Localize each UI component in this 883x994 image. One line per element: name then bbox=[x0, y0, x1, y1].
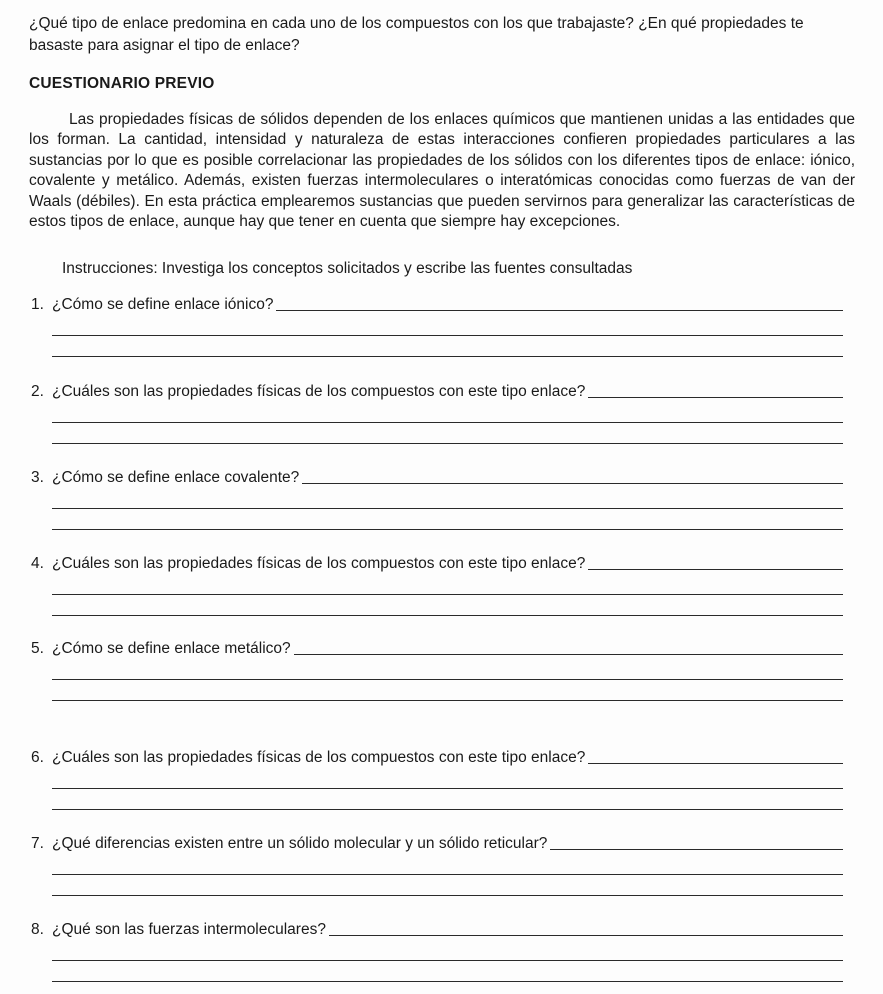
section-title: CUESTIONARIO PREVIO bbox=[29, 75, 215, 92]
question-number: 2. bbox=[31, 383, 44, 400]
answer-line[interactable] bbox=[52, 895, 843, 896]
answer-line[interactable] bbox=[294, 653, 843, 655]
answer-line[interactable] bbox=[329, 934, 843, 936]
question-text: ¿Cómo se define enlace metálico? bbox=[52, 640, 291, 657]
question-number: 7. bbox=[31, 835, 44, 852]
question-text: ¿Cuáles son las propiedades físicas de los compuestos con este tipo enlace? bbox=[52, 749, 586, 766]
question-text: ¿Cómo se define enlace covalente? bbox=[52, 469, 300, 486]
question-text: ¿Cuáles son las propiedades físicas de los compuestos con este tipo enlace? bbox=[52, 383, 586, 400]
answer-line[interactable] bbox=[302, 482, 843, 484]
answer-line[interactable] bbox=[52, 788, 843, 789]
answer-line[interactable] bbox=[276, 309, 843, 311]
intro-question: ¿Qué tipo de enlace predomina en cada uno de los compuestos con los que trabajaste? ¿En qué propiedades te basaste para asignar el tipo de enlace? bbox=[29, 15, 804, 54]
instructions: Instrucciones: Investiga los conceptos solicitados y escribe las fuentes consultadas bbox=[62, 260, 633, 277]
question-number: 4. bbox=[31, 555, 44, 572]
answer-line[interactable] bbox=[550, 848, 843, 850]
answer-line[interactable] bbox=[52, 679, 843, 680]
answer-line[interactable] bbox=[588, 396, 843, 398]
question-text: ¿Qué son las fuerzas intermoleculares? bbox=[52, 921, 326, 938]
answer-line[interactable] bbox=[588, 762, 843, 764]
question-number: 8. bbox=[31, 921, 44, 938]
question-text: ¿Qué diferencias existen entre un sólido molecular y un sólido reticular? bbox=[52, 835, 548, 852]
answer-line[interactable] bbox=[52, 981, 843, 982]
answer-line[interactable] bbox=[52, 335, 843, 336]
question-number: 6. bbox=[31, 749, 44, 766]
question-text: ¿Cuáles son las propiedades físicas de los compuestos con este tipo enlace? bbox=[52, 555, 586, 572]
answer-line[interactable] bbox=[52, 443, 843, 444]
answer-line[interactable] bbox=[52, 356, 843, 357]
answer-line[interactable] bbox=[52, 700, 843, 701]
question-number: 1. bbox=[31, 296, 44, 313]
question-7 bbox=[31, 833, 843, 903]
question-2 bbox=[31, 381, 843, 451]
question-3 bbox=[31, 467, 843, 537]
answer-line[interactable] bbox=[52, 529, 843, 530]
answer-line[interactable] bbox=[52, 809, 843, 810]
answer-line[interactable] bbox=[52, 960, 843, 961]
question-8 bbox=[31, 919, 843, 989]
question-number: 5. bbox=[31, 640, 44, 657]
answer-line[interactable] bbox=[52, 508, 843, 509]
question-6 bbox=[31, 747, 843, 817]
question-number: 3. bbox=[31, 469, 44, 486]
intro-paragraph: Las propiedades físicas de sólidos dependen de los enlaces químicos que mantienen unidas a las entidades que los forman. La cantidad, intensidad y naturaleza de estas interacciones confieren propiedades particulares a las sustancias por lo que es posible correlacionar las propiedades de los sólidos con los diferentes tipos de enlace: iónico, covalente y metálico. Además, existen fuerzas intermoleculares o interatómicas conocidas como fuerzas de van der Waals (débiles). En esta práctica emplearemos sustancias que pueden servirnos para generalizar las características de estos tipos de enlace, aunque hay que tener en cuenta que siempre hay excepciones. bbox=[29, 111, 855, 231]
answer-line[interactable] bbox=[52, 594, 843, 595]
question-5 bbox=[31, 638, 843, 708]
answer-line[interactable] bbox=[52, 874, 843, 875]
answer-line[interactable] bbox=[52, 422, 843, 423]
question-1 bbox=[31, 294, 843, 364]
answer-line[interactable] bbox=[588, 568, 843, 570]
question-text: ¿Cómo se define enlace iónico? bbox=[52, 296, 274, 313]
answer-line[interactable] bbox=[52, 615, 843, 616]
question-4 bbox=[31, 553, 843, 623]
